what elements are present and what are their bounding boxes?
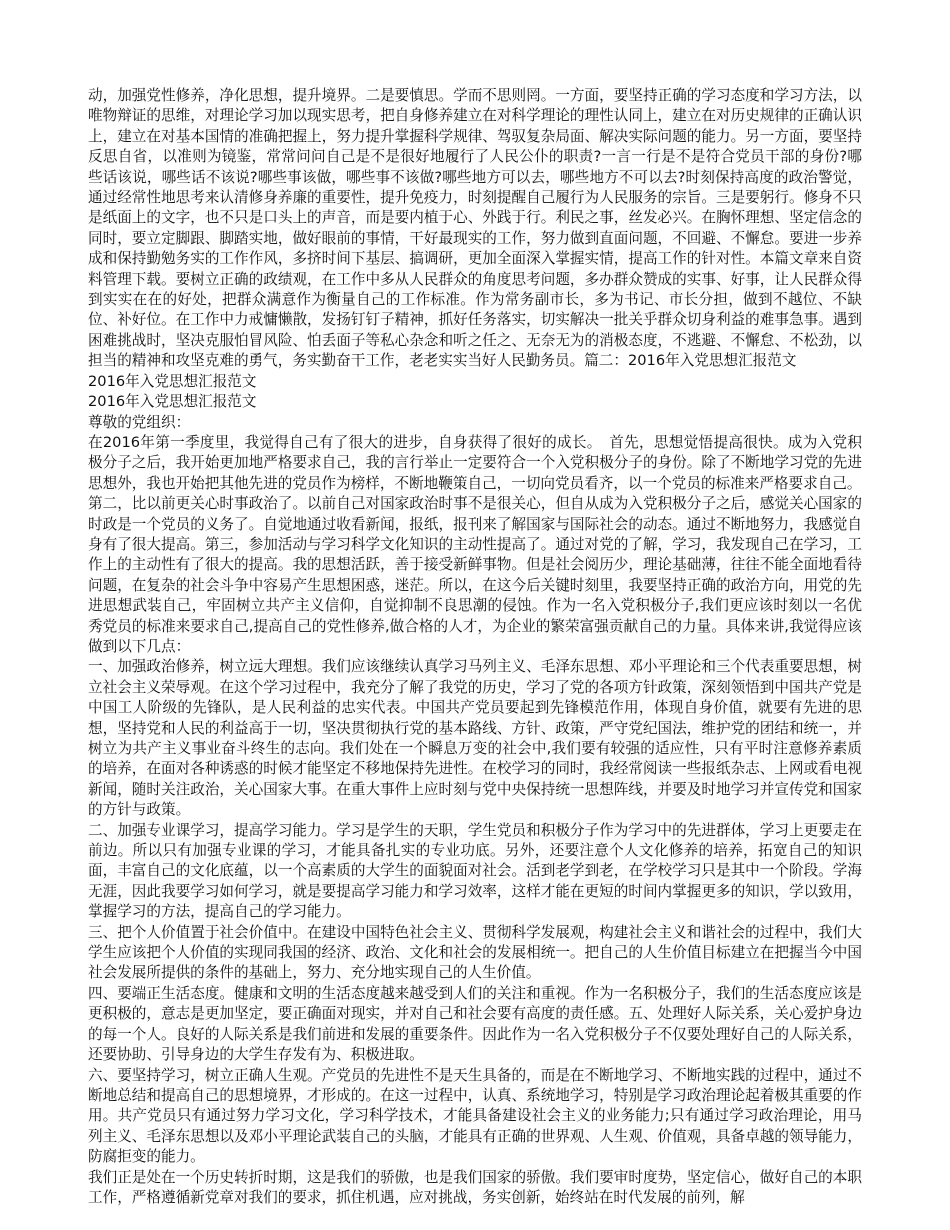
paragraph: 四、要端正生活态度。健康和文明的生活态度越来越受到人们的关注和重视。作为一名积极分子，我们的生活态度应该是更积极的，意志是更加坚定，要正确面对现实，并对自己和社会要有高度的责任感。五、处理好人际关系，关心爱护身边的每一个人。良好的人际关系是我们前进和发展的重要条件。因此作为一名入党积极分子不仅要处理好自己的人际关系，还要协助、引导身边的大学生存发有为、积极进取。 (88, 984, 862, 1064)
paragraph: 在2016年第一季度里，我觉得自己有了很大的进步，自身获得了很好的成长。 首先，思想觉悟提高很快。成为入党积极分子之后，我开始更加地严格要求自己，我的言行举止一定要符合一个入党积极分子的身份。除了不断地学习党的先进思想外，我也开始把其他先进的党员作为榜样，不断地鞭策自己，一切向党员看齐，以一个党员的标准来严格要求自己。 (88, 433, 862, 492)
paragraph: 第二，比以前更关心时事政治了。以前自己对国家政治时事不是很关心，但自从成为入党积极分子之后，感觉关心国家的时政是一个党员的义务了。自觉地通过收看新闻，报纸，报刊来了解国家与国际社会的动态。通过不断地努力，我感觉自身有了很大提高。第三，参加活动与学习科学文化知识的主动性提高了。通过对党的了解，学习，我发现自己在学习，工作上的主动性有了很大的提高。我的思想活跃，善于接受新鲜事物。但是社会阅历少，理论基础薄，往往不能全面地看待问题，在复杂的社会斗争中容易产生思想困惑，迷茫。所以，在这今后关键时刻里，我要坚持正确的政治方向，用党的先进思想武装自己，牢固树立共产主义信仰，自觉抑制不良思潮的侵蚀。作为一名入党积极分子,我们更应该时刻以一名优秀党员的标准来要求自己,提高自己的党性修养,做合格的人才，为企业的繁荣富强贡献自己的力量。具体来讲,我觉得应该做到以下几点： (88, 495, 862, 655)
document-body (88, 86, 862, 1208)
paragraph: 动，加强党性修养，净化思想，提升境界。二是要慎思。学而不思则罔。一方面，要坚持正确的学习态度和学习方法，以唯物辩证的思维，对理论学习加以现实思考，把自身修养建立在对科学理论的理性认同上，建立在对历史规律的正确认识上，建立在对基本国情的准确把握上，努力提升掌握科学规律、驾驭复杂局面、解决实际问题的能力。另一方面，要坚持反思自省，以准则为镜鉴，常常问问自己是不是很好地履行了人民公仆的职责?一言一行是不是符合党员干部的身份?哪些话该说，哪些话不该说?哪些事该做，哪些事不该做?哪些地方可以去，哪些地方不可以去?时刻保持高度的政治警觉，通过经常性地思考来认清修身养廉的重要性，提升免疫力，时刻提醒自己履行为人民服务的宗旨。三是要躬行。修身不只是纸面上的文字，也不只是口头上的声音，而是要内植于心、外践于行。利民之事，丝发必兴。在胸怀理想、坚定信念的同时，要立定脚跟、脚踏实地，做好眼前的事情，干好最现实的工作，努力做到直面问题，不回避、不懈怠。要进一步养成和保持勤勉务实的工作作风，多挤时间下基层、搞调研，更加全面深入掌握实情，提高工作的针对性。本篇文章来自资料管理下载。要树立正确的政绩观，在工作中多从人民群众的角度思考问题，多办群众赞成的实事、好事，让人民群众得到实实在在的好处，把群众满意作为衡量自己的工作标准。作为常务副市长，多为书记、市长分担，做到不越位、不缺位、补好位。在工作中力戒慵懒散，发扬钉钉子精神，抓好任务落实，切实解决一批关乎群众切身利益的难事急事。遇到困难挑战时，坚决克服怕冒风险、怕丢面子等私心杂念和听之任之、无奈无为的消极态度，不逃避、不懈怠、不松劲，以担当的精神和攻坚克难的勇气，务实勤奋干工作，老老实实当好人民勤务员。篇二：2016年入党思想汇报范文 (88, 87, 862, 370)
document-heading: 2016年入党思想汇报范文 (88, 372, 257, 390)
paragraph: 三、把个人价值置于社会价值中。在建设中国特色社会主义、贯彻科学发展观，构建社会主义和谐社会的过程中，我们大学生应该把个人价值的实现同我国的经济、政治、文化和社会的发展相统一。把自己的人生价值目标建立在把握当今中国社会发展所提供的条件的基础上，努力、充分地实现自己的人生价值。 (88, 923, 862, 982)
document-title: 2016年入党思想汇报范文 (88, 393, 257, 411)
paragraph: 二、加强专业课学习，提高学习能力。学习是学生的天职，学生党员和积极分子作为学习中的先进群体，学习上更要走在前边。所以只有加强专业课的学习，才能具备扎实的专业功底。另外，还要注意个人文化修养的培养，拓宽自己的知识面，丰富自己的文化底蕴，以一个高素质的大学生的面貌面对社会。活到老学到老，在学校学习只是其中一个阶段。学海无涯，因此我要学习如何学习，就是要提高学习能力和学习效率，这样才能在更短的时间内掌握更多的知识，学以致用，掌握学习的方法，提高自己的学习能力。 (88, 821, 862, 921)
paragraph: 六、要坚持学习，树立正确人生观。产党员的先进性不是天生具备的，而是在不断地学习、不断地实践的过程中，通过不断地总结和提高自己的思想境界，才形成的。在这一过程中，认真、系统地学习，特别是学习政治理论起着极其重要的作用。共产党员只有通过努力学习文化，学习科学技术，才能具备建设社会主义的业务能力;只有通过学习政治理论，用马列主义、毛泽东思想以及邓小平理论武装自己的头脑，才能具有正确的世界观、人生观、价值观，具备卓越的领导能力，防腐拒变的能力。 (88, 1066, 862, 1166)
paragraph: 我们正是处在一个历史转折时期，这是我们的骄傲，也是我们国家的骄傲。我们要审时度势，坚定信心，做好自己的本职工作，严格遵循新党章对我们的要求，抓住机遇，应对挑战，务实创新，始终站在时代发展的前列，解 (88, 1168, 862, 1206)
paragraph: 一、加强政治修养，树立远大理想。我们应该继续认真学习马列主义、毛泽东思想、邓小平理论和三个代表重要思想，树立社会主义荣辱观。在这个学习过程中，我充分了解了我党的历史，学习了党的各项方针政策，深刻领悟到中国共产党是中国工人阶级的先锋队，是人民利益的忠实代表。中国共产党员要起到先锋模范作用，体现自身价值，就要有先进的思想，坚持党和人民的利益高于一切，坚决贯彻执行党的基本路线、方针、政策，严守党纪国法，维护党的团结和统一，并树立为共产主义事业奋斗终生的志向。我们处在一个瞬息万变的社会中,我们要有较强的适应性，只有平时注意修养素质的培养，在面对各种诱惑的时候才能坚定不移地保持先进性。在校学习的同时，我经常阅读一些报纸杂志、上网或看电视新闻，随时关注政治，关心国家大事。在重大事件上应时刻与党中央保持统一思想阵线，并要及时地学习并宣传党和国家的方针与政策。 (88, 658, 862, 819)
salutation: 尊敬的党组织： (88, 413, 191, 431)
